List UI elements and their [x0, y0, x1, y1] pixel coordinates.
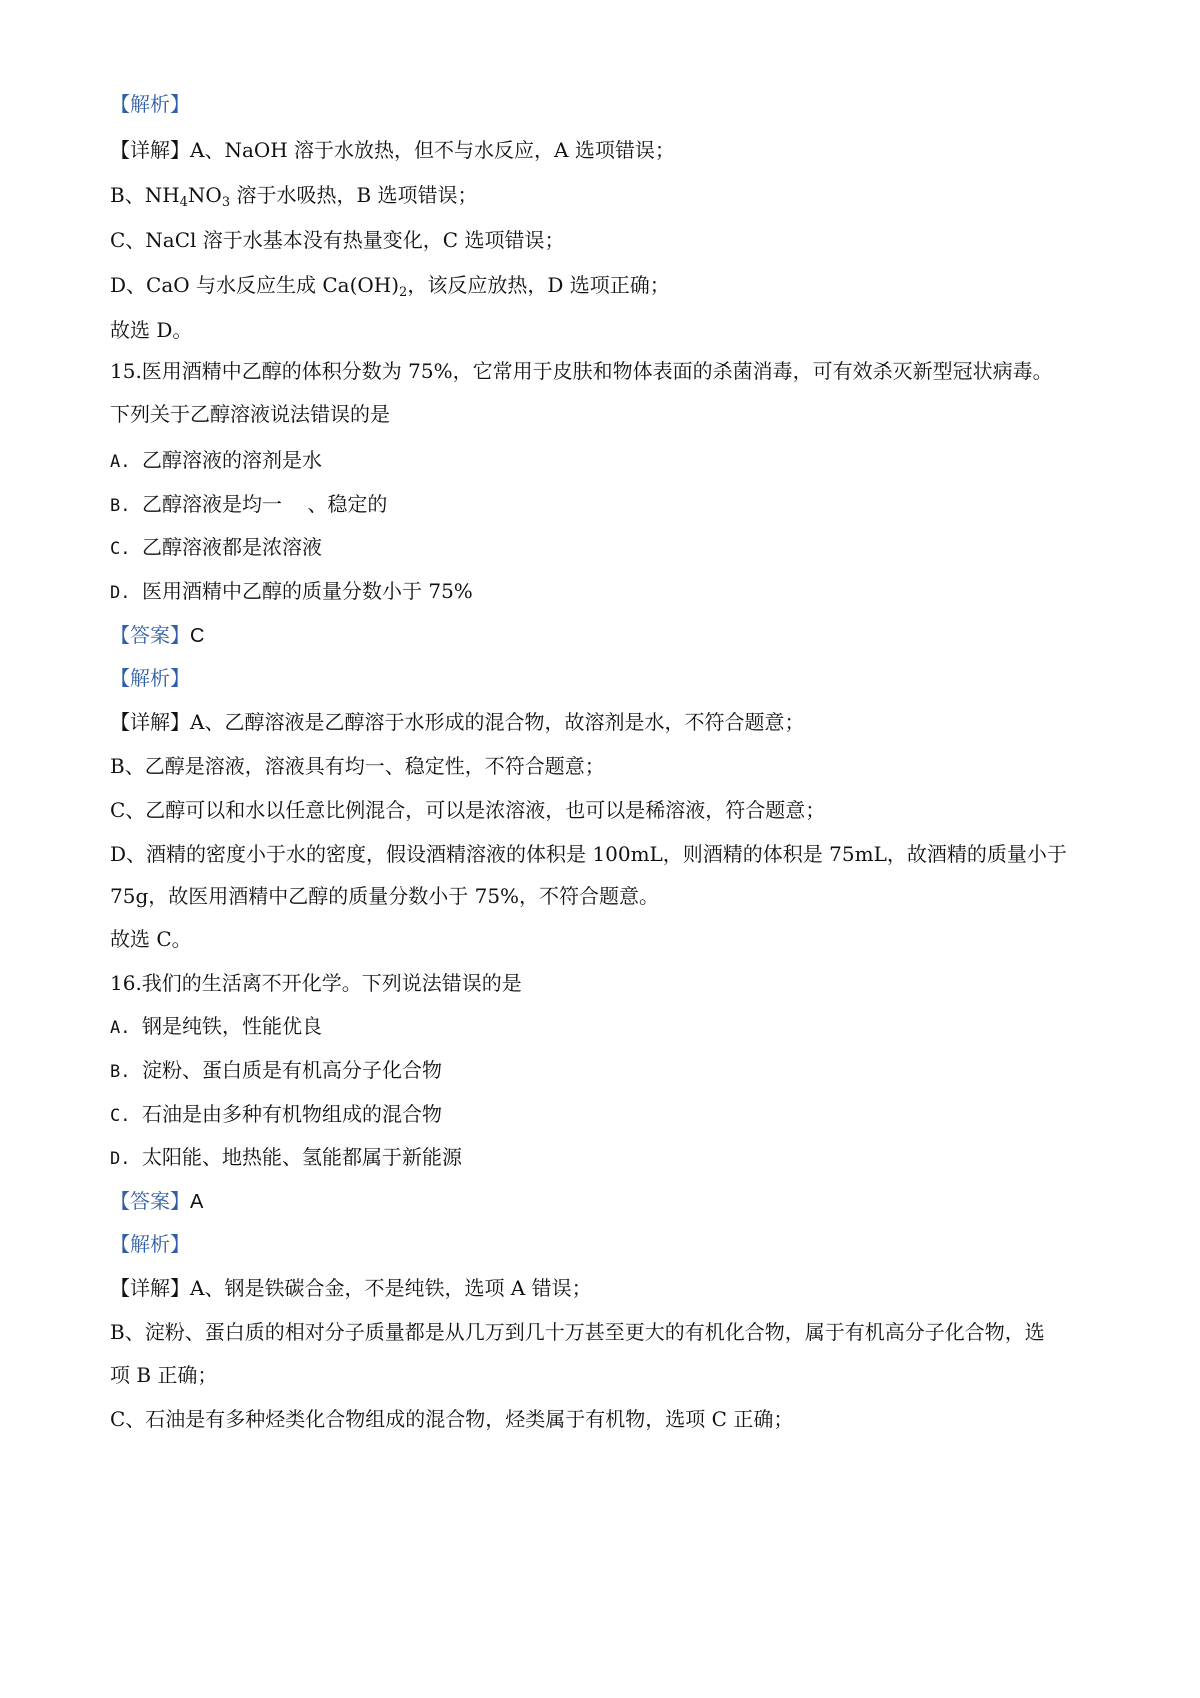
detail-line: C、石油是有多种烃类化合物组成的混合物，烃类属于有机物，选项 C 正确；	[110, 1407, 794, 1431]
answer-label: 【答案】	[110, 623, 190, 647]
option-letter: B.	[110, 1062, 131, 1082]
detail-line: C、乙醇可以和水以任意比例混合，可以是浓溶液，也可以是稀溶液，符合题意；	[110, 798, 826, 822]
detail-line	[110, 708, 1110, 736]
detail-text: A、钢是铁碳合金，不是纯铁，选项 A 错误；	[190, 1276, 592, 1300]
option-d	[110, 577, 1110, 607]
option-a	[110, 1012, 1110, 1042]
option-d	[110, 1143, 1110, 1173]
answer-value: A	[190, 1191, 204, 1213]
detail-line	[110, 181, 1110, 209]
question-stem: 16.我们的生活离不开化学。下列说法错误的是	[110, 971, 522, 995]
detail-text: A、乙醇溶液是乙醇溶于水形成的混合物，故溶剂是水，不符合题意；	[190, 710, 805, 734]
option-letter: D.	[110, 1149, 131, 1169]
answer-value: C	[190, 625, 205, 647]
question-stem: 15.医用酒精中乙醇的体积分数为 75%，它常用于皮肤和物体表面的杀菌消毒，可有效杀灭新型冠状病毒。	[110, 359, 1053, 383]
option-letter: D.	[110, 583, 131, 603]
option-text: 钢是纯铁，性能优良	[142, 1014, 322, 1038]
option-text: 乙醇溶液的溶剂是水	[142, 448, 322, 472]
formula-subscript: 3	[221, 195, 231, 210]
analysis-label: 【解析】	[110, 92, 190, 116]
detail-text: A、NaOH 溶于水放热，但不与水反应，A 选项错误；	[190, 138, 675, 162]
detail-text: 溶于水吸热，B 选项错误；	[230, 183, 478, 207]
conclusion-line: 故选 D。	[110, 318, 193, 342]
option-b	[110, 490, 1110, 520]
formula-subscript: 2	[399, 285, 408, 300]
option-letter: C.	[110, 539, 131, 559]
formula-part: D、CaO 与水反应生成 Ca(OH)	[110, 273, 400, 297]
answer-label: 【答案】	[110, 1189, 190, 1213]
detail-line: C、NaCl 溶于水基本没有热量变化，C 选项错误；	[110, 228, 565, 252]
formula-part: NO	[187, 183, 222, 207]
option-text: 太阳能、地热能、氢能都属于新能源	[142, 1145, 462, 1169]
option-letter: C.	[110, 1106, 131, 1126]
detail-text: ，该反应放热，D 选项正确；	[407, 273, 670, 297]
option-text: 乙醇溶液都是浓溶液	[142, 535, 322, 559]
answer-line	[110, 1187, 1110, 1216]
detail-line	[110, 1274, 1110, 1302]
formula-subscript: 4	[179, 195, 188, 210]
option-text: 医用酒精中乙醇的质量分数小于 75%	[142, 579, 473, 603]
question-stem: 下列关于乙醇溶液说法错误的是	[110, 402, 390, 426]
analysis-label: 【解析】	[110, 666, 190, 690]
detail-line: D、酒精的密度小于水的密度，假设酒精溶液的体积是 100mL，则酒精的体积是 75mL，故酒精的质量小于	[110, 842, 1067, 866]
conclusion-line: 故选 C。	[110, 927, 192, 951]
formula-part: B、NH	[110, 183, 180, 207]
detail-line	[110, 136, 1110, 164]
detail-line: B、乙醇是溶液，溶液具有均一、稳定性，不符合题意；	[110, 754, 605, 778]
option-letter: A.	[110, 452, 131, 472]
option-a	[110, 446, 1110, 476]
option-text: 乙醇溶液是均一 、稳定的	[142, 492, 388, 516]
detail-line: B、淀粉、蛋白质的相对分子质量都是从几万到几十万甚至更大的有机化合物，属于有机高分子化合物，选	[110, 1320, 1045, 1344]
detail-label: 【详解】	[110, 138, 190, 162]
option-text: 石油是由多种有机物组成的混合物	[142, 1102, 442, 1126]
detail-line: 项 B 正确；	[110, 1363, 218, 1387]
detail-label: 【详解】	[110, 710, 190, 734]
detail-label: 【详解】	[110, 1276, 190, 1300]
option-b	[110, 1056, 1110, 1086]
analysis-label: 【解析】	[110, 1232, 190, 1256]
option-letter: B.	[110, 496, 131, 516]
option-c	[110, 1100, 1110, 1130]
detail-line	[110, 271, 1110, 299]
answer-line	[110, 621, 1110, 650]
detail-line: 75g，故医用酒精中乙醇的质量分数小于 75%，不符合题意。	[110, 884, 660, 908]
option-letter: A.	[110, 1018, 131, 1038]
option-text: 淀粉、蛋白质是有机高分子化合物	[142, 1058, 442, 1082]
option-c	[110, 533, 1110, 563]
